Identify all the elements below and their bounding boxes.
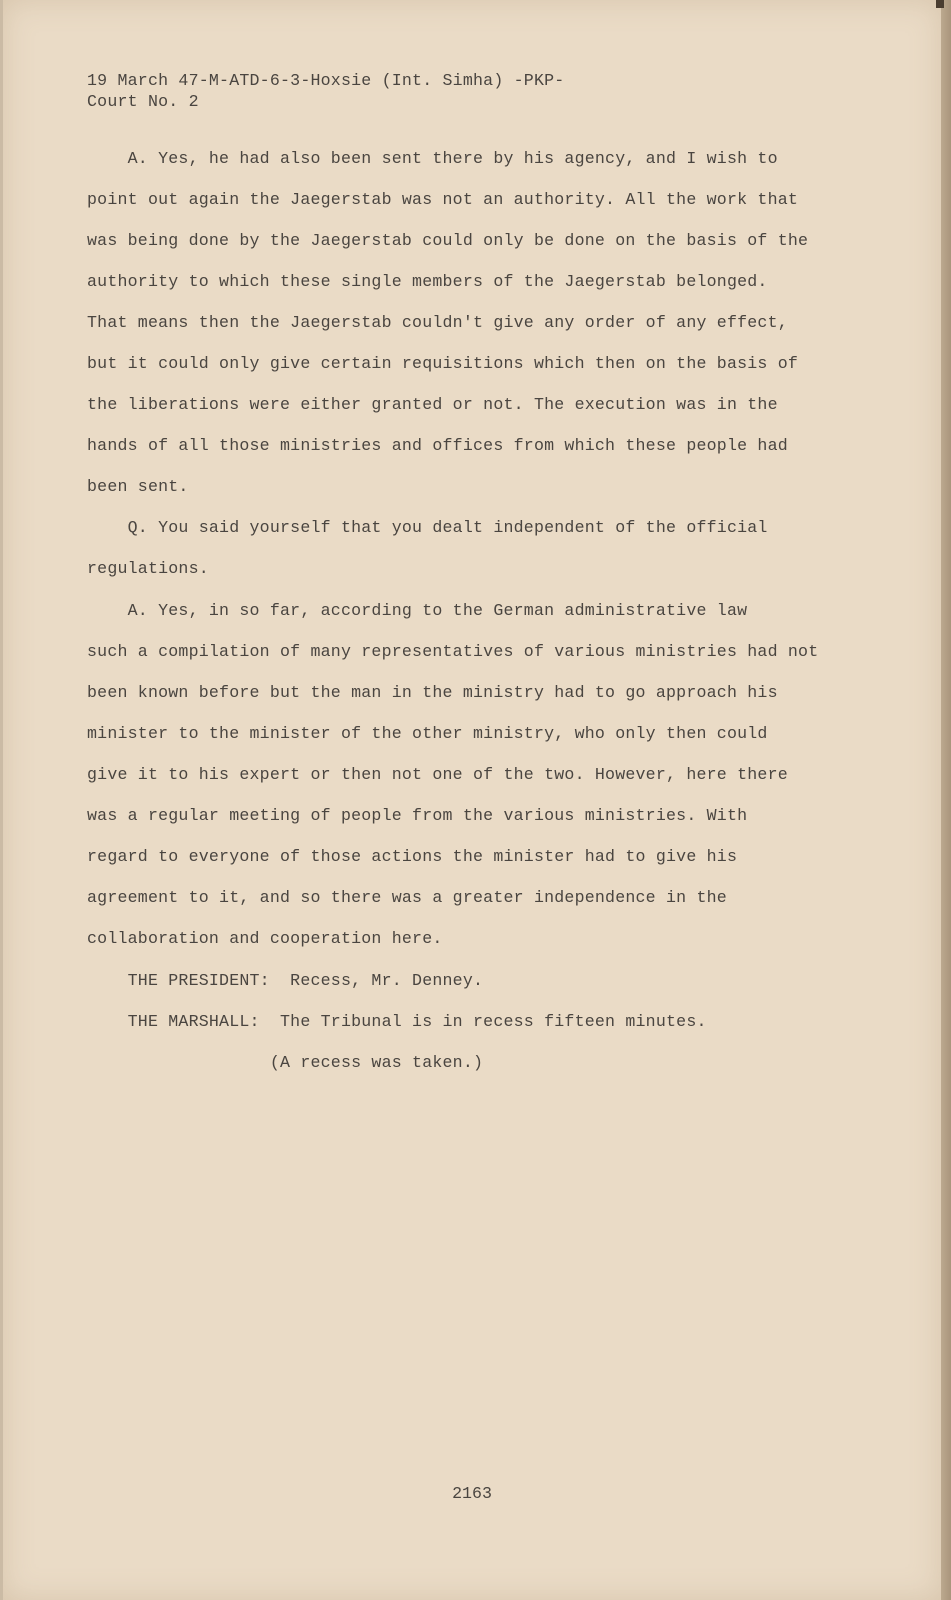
- header-court-line: Court No. 2: [87, 92, 199, 111]
- transcript-line: such a compilation of many representatives of various ministries had not: [87, 642, 819, 661]
- transcript-line: point out again the Jaegerstab was not an authority. All the work that: [87, 190, 799, 209]
- paper-edge: [941, 0, 951, 1600]
- transcript-line: been known before but the man in the ministry had to go approach his: [87, 683, 778, 702]
- transcript-line: been sent.: [87, 477, 189, 496]
- transcript-line: regulations.: [87, 559, 209, 578]
- transcript-line: A. Yes, in so far, according to the German administrative law: [87, 601, 748, 620]
- document-page: [3, 0, 941, 1600]
- transcript-line: agreement to it, and so there was a greater independence in the: [87, 888, 727, 907]
- transcript-line: was a regular meeting of people from the various ministries. With: [87, 806, 748, 825]
- transcript-line: THE MARSHALL: The Tribunal is in recess fifteen minutes.: [87, 1012, 707, 1031]
- transcript-line: was being done by the Jaegerstab could only be done on the basis of the: [87, 231, 809, 250]
- transcript-line: A. Yes, he had also been sent there by his agency, and I wish to: [87, 149, 778, 168]
- transcript-line: hands of all those ministries and offices from which these people had: [87, 436, 788, 455]
- transcript-line: collaboration and cooperation here.: [87, 929, 443, 948]
- transcript-line: THE PRESIDENT: Recess, Mr. Denney.: [87, 971, 484, 990]
- transcript-line: but it could only give certain requisitions which then on the basis of: [87, 354, 799, 373]
- header-session-line: 19 March 47-M-ATD-6-3-Hoxsie (Int. Simha) -PKP-: [87, 71, 565, 90]
- transcript-line: regard to everyone of those actions the minister had to give his: [87, 847, 738, 866]
- corner-mark: [936, 0, 944, 8]
- transcript-line: Q. You said yourself that you dealt independent of the official: [87, 518, 768, 537]
- page-number: 2163: [452, 1484, 492, 1503]
- transcript-line: authority to which these single members of the Jaegerstab belonged.: [87, 272, 768, 291]
- transcript-line: (A recess was taken.): [87, 1053, 484, 1072]
- transcript-line: give it to his expert or then not one of the two. However, here there: [87, 765, 788, 784]
- transcript-line: That means then the Jaegerstab couldn't give any order of any effect,: [87, 313, 788, 332]
- transcript-line: the liberations were either granted or not. The execution was in the: [87, 395, 778, 414]
- transcript-line: minister to the minister of the other ministry, who only then could: [87, 724, 768, 743]
